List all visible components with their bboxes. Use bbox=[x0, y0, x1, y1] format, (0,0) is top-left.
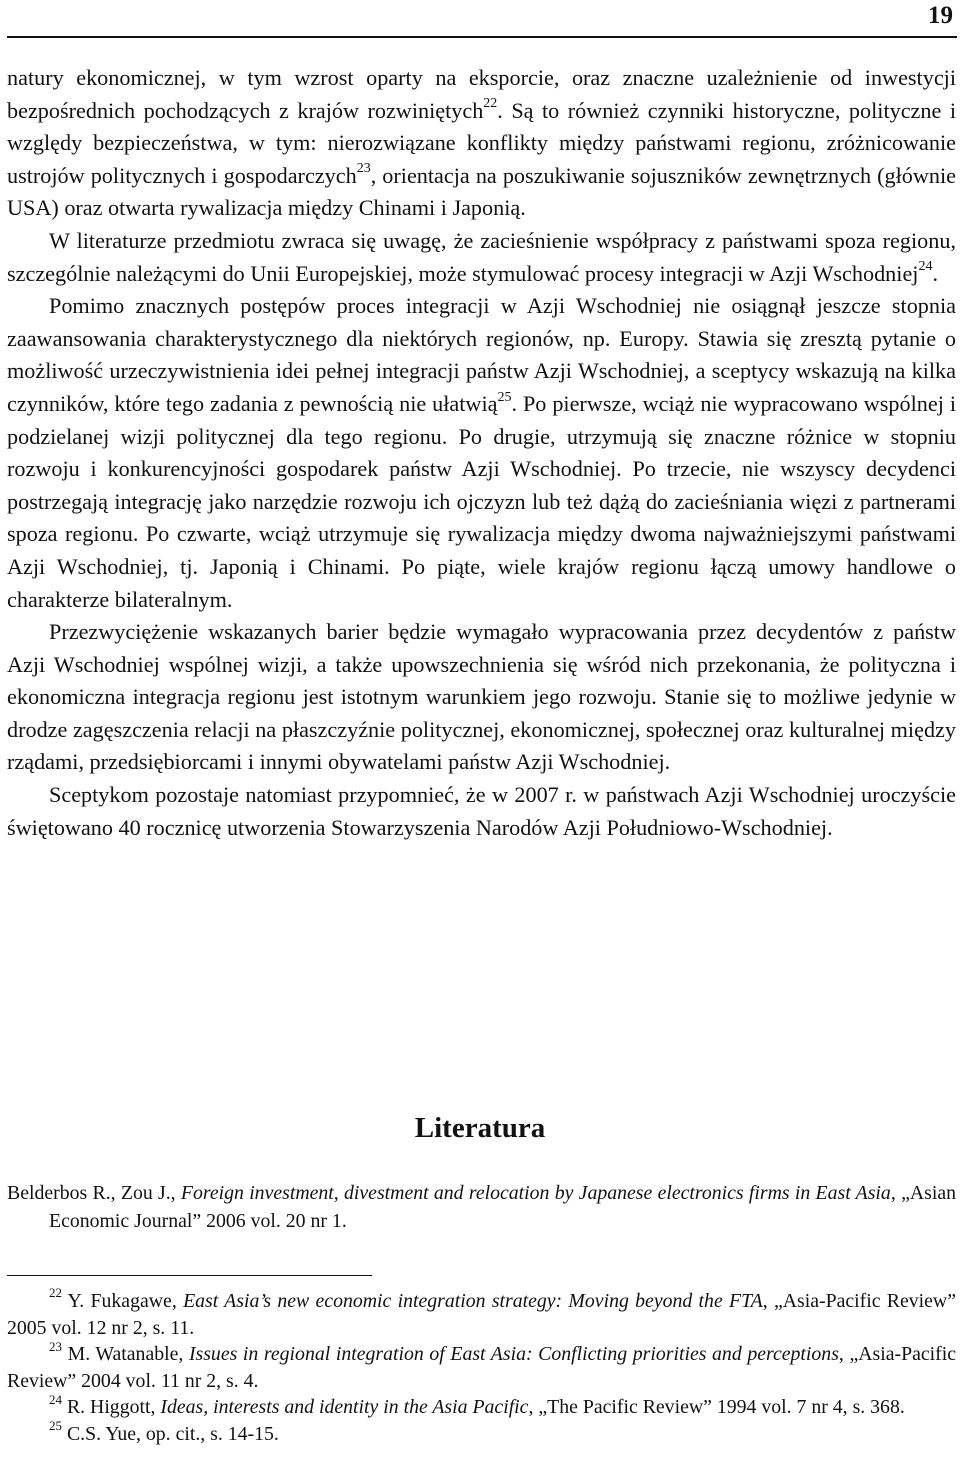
footnote-ref-23[interactable]: 23 bbox=[356, 161, 371, 177]
footnote-number: 23 bbox=[49, 1338, 62, 1354]
reference-source: , „Asian Economic Journal” 2006 vol. 20 nr 1. bbox=[49, 1182, 956, 1232]
footnote-title: East Asia’s new economic integration strategy: Moving beyond the FTA bbox=[183, 1290, 763, 1312]
footnote-divider bbox=[7, 1275, 372, 1276]
footnote-source: , „The Pacific Review” 1994 vol. 7 nr 4, s. 368. bbox=[528, 1396, 905, 1419]
reference-list bbox=[7, 1179, 956, 1235]
paragraph-5 bbox=[7, 779, 956, 844]
footnote-number: 25 bbox=[49, 1418, 62, 1434]
section-heading: Literatura bbox=[414, 1112, 546, 1144]
paragraph-2 bbox=[7, 225, 956, 290]
paragraph-text: . bbox=[932, 260, 938, 286]
footnote-source: , „Asia-Pacific Review” 2005 vol. 12 nr 2, s. 11. bbox=[7, 1290, 956, 1339]
footnote-number: 22 bbox=[49, 1285, 62, 1301]
footnote-author: Y. Fukagawe, bbox=[62, 1290, 184, 1312]
paragraph-text: W literaturze przedmiotu zwraca się uwagę, że zacieśnienie współpracy z państwami spoza regionu, szczególnie należącymi do Unii Europejskiej, może stymulować procesy integracji w Azji Wschodniej bbox=[7, 227, 956, 286]
footnote-25 bbox=[7, 1418, 956, 1448]
footnote-number: 24 bbox=[49, 1391, 62, 1407]
paragraph-text: Pomimo znacznych postępów proces integracji w Azji Wschodniej nie osiągnął jeszcze stopnia zaawansowania charakterystycznego dla niektórych regionów, np. Europy. Stawia się zresztą pytanie o możliwość urzeczywistnienia idei pełnej integracji państw Azji Wschodniej, a sceptycy wskazują na kilka czynników, które tego zadania z pewnością nie ułatwią bbox=[7, 293, 956, 416]
footnote-source: , „Asia-Pacific Review” 2004 vol. 11 nr 2, s. 4. bbox=[7, 1343, 956, 1392]
footnote-ref-22[interactable]: 22 bbox=[483, 96, 498, 112]
reference-title: Foreign investment, divestment and relocation by Japanese electronics firms in East Asia bbox=[180, 1182, 891, 1204]
paragraph-text: Sceptykom pozostaje natomiast przypomnieć, że w 2007 r. w państwach Azji Wschodniej uroczyście świętowano 40 rocznicę utworzenia Stowarzyszenia Narodów Azji Południowo-Wschodniej. bbox=[7, 782, 956, 840]
footnote-22 bbox=[7, 1285, 956, 1341]
footnotes bbox=[7, 1285, 956, 1448]
footnote-ref-24[interactable]: 24 bbox=[918, 259, 933, 275]
footnote-author: R. Higgott, bbox=[62, 1396, 161, 1419]
footnote-23 bbox=[7, 1338, 956, 1394]
paragraph-text: . Po pierwsze, wciąż nie wypracowano wspólnej i podzielanej wizji politycznej dla tego regionu. Po drugie, utrzymują się znaczne różnice w stopniu rozwoju i konkurencyjności gospodarek państw Azji Wschodniej. Po trzecie, nie wszyscy decydenci postrzegają integrację jako narzędzie rozwoju ich ojczyzn lub też dążą do zacieśniania więzi z partnerami spoza regionu. Po czwarte, wciąż utrzymuje się rywalizacja między dwoma najważniejszymi państwami Azji Wschodniej, tj. Japonią i Chinami. Po piąte, wiele krajów regionu łączą umowy handlowe o charakterze bilateralnym. bbox=[7, 390, 956, 612]
page-number: 19 bbox=[928, 2, 953, 29]
footnote-24 bbox=[7, 1391, 956, 1421]
paragraph-3 bbox=[7, 290, 956, 616]
footnote-author: M. Watanable, bbox=[62, 1343, 189, 1366]
paragraph-text: natury ekonomicznej, w tym wzrost oparty na eksporcie, oraz znaczne uzależnienie od inwestycji bezpośrednich pochodzących z krajów rozwiniętych bbox=[7, 65, 956, 123]
footnote-title: Issues in regional integration of East Asia: Conflicting priorities and perceptions bbox=[188, 1343, 839, 1366]
body-text bbox=[7, 62, 956, 844]
paragraph-text: , orientacja na poszukiwanie sojuszników zewnętrznych (głównie USA) oraz otwarta rywalizacja między Chinami i Japonią. bbox=[7, 162, 956, 221]
paragraph-4 bbox=[7, 616, 956, 779]
paragraph-1 bbox=[7, 62, 956, 225]
reference-item bbox=[7, 1179, 956, 1235]
paragraph-text: Przezwyciężenie wskazanych barier będzie wymagało wypracowania przez decydentów z państw Azji Wschodniej wspólnej wizji, a także upowszechnienia się wśród nich przekonania, że polityczna i ekonomiczna integracja regionu jest istotnym warunkiem jego rozwoju. Stanie się to możliwe jedynie w drodze zagęszczenia relacji na płaszczyźnie politycznej, ekonomicznej, społecznej oraz kulturalnej między rządami, przedsiębiorcami i innymi obywatelami państw Azji Wschodniej. bbox=[7, 619, 956, 775]
footnote-title: Ideas, interests and identity in the Asia Pacific bbox=[160, 1396, 529, 1419]
paragraph-text: . Są to również czynniki historyczne, polityczne i względy bezpieczeństwa, w tym: nierozwiązane konflikty między państwami regionu, zróżnicowanie ustrojów politycznych i gospodarczych bbox=[7, 97, 956, 188]
footnote-ref-25[interactable]: 25 bbox=[497, 389, 512, 405]
reference-author: Belderbos R., Zou J., bbox=[7, 1182, 181, 1204]
footnote-author: C.S. Yue, op. cit., s. 14-15. bbox=[62, 1422, 279, 1445]
page-header bbox=[7, 0, 957, 38]
